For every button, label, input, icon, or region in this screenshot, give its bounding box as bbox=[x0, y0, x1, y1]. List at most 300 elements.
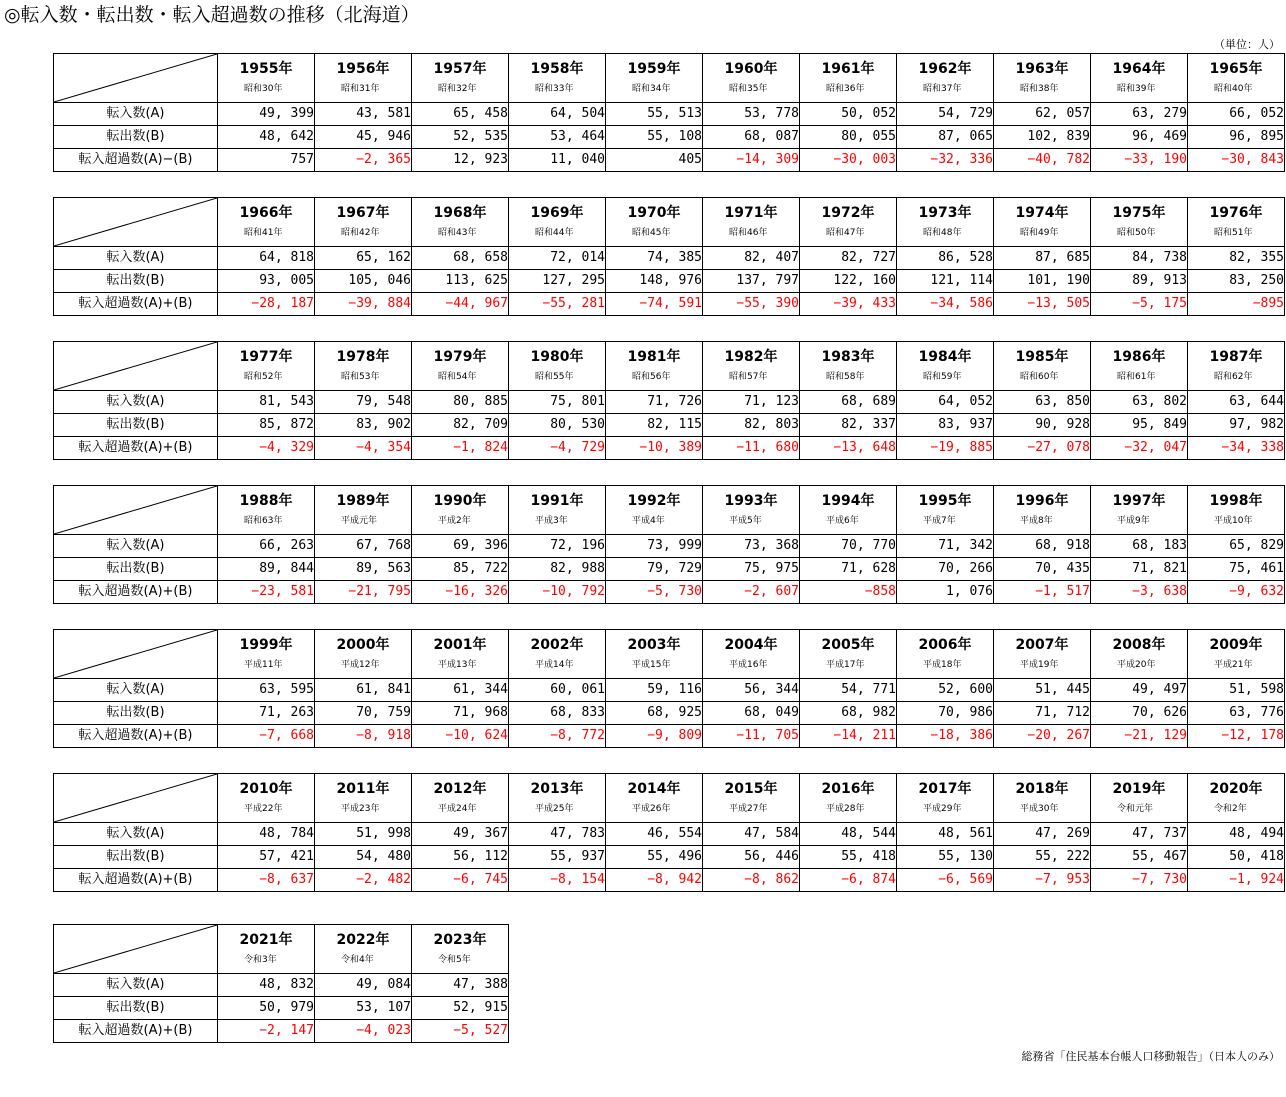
value-cell: 49, 084 bbox=[315, 974, 412, 997]
net-inflow-row bbox=[54, 1020, 509, 1043]
value-cell: 71, 342 bbox=[897, 535, 994, 558]
year-label: 1979年 bbox=[433, 349, 487, 365]
value-cell: −74, 591 bbox=[606, 293, 703, 316]
year-label: 1968年 bbox=[433, 205, 487, 221]
year-header bbox=[994, 630, 1091, 679]
year-label: 2022年 bbox=[336, 932, 390, 948]
row-label: 転入超過数(A)+(B) bbox=[54, 725, 218, 748]
row-label: 転入数(A) bbox=[54, 391, 218, 414]
value-cell: 48, 494 bbox=[1188, 823, 1285, 846]
value-cell: 71, 123 bbox=[703, 391, 800, 414]
value-cell: 75, 461 bbox=[1188, 558, 1285, 581]
page-title: ◎転入数・転出数・転入超過数の推移（北海道） bbox=[4, 4, 420, 26]
value-cell: 62, 057 bbox=[994, 103, 1091, 126]
value-cell: 64, 818 bbox=[218, 247, 315, 270]
inflow-row bbox=[54, 391, 1285, 414]
value-cell: −21, 795 bbox=[315, 581, 412, 604]
net-inflow-row bbox=[54, 149, 1285, 172]
year-label: 1984年 bbox=[918, 349, 972, 365]
year-label: 1958年 bbox=[530, 61, 584, 77]
value-cell: 71, 821 bbox=[1091, 558, 1188, 581]
table-block bbox=[53, 629, 1285, 748]
value-cell: 66, 052 bbox=[1188, 103, 1285, 126]
value-cell: −1, 517 bbox=[994, 581, 1091, 604]
value-cell: 54, 480 bbox=[315, 846, 412, 869]
value-cell: 50, 979 bbox=[218, 997, 315, 1020]
era-label: 令和3年 bbox=[244, 955, 277, 965]
era-label: 昭和48年 bbox=[923, 228, 962, 238]
value-cell: 48, 642 bbox=[218, 126, 315, 149]
era-label: 平成元年 bbox=[341, 516, 378, 526]
year-header bbox=[218, 342, 315, 391]
value-cell: 11, 040 bbox=[509, 149, 606, 172]
value-cell: 97, 982 bbox=[1188, 414, 1285, 437]
era-label: 平成23年 bbox=[341, 804, 380, 814]
year-header bbox=[315, 486, 412, 535]
era-label: 平成3年 bbox=[535, 516, 568, 526]
value-cell: −13, 648 bbox=[800, 437, 897, 460]
year-header bbox=[412, 486, 509, 535]
year-label: 1975年 bbox=[1112, 205, 1166, 221]
value-cell: 68, 982 bbox=[800, 702, 897, 725]
era-label: 昭和46年 bbox=[729, 228, 768, 238]
corner-cell bbox=[54, 54, 218, 103]
year-header bbox=[412, 54, 509, 103]
year-label: 2021年 bbox=[239, 932, 293, 948]
value-cell: 70, 770 bbox=[800, 535, 897, 558]
value-cell: −4, 329 bbox=[218, 437, 315, 460]
value-cell: −9, 809 bbox=[606, 725, 703, 748]
year-header bbox=[994, 774, 1091, 823]
era-label: 昭和52年 bbox=[244, 372, 283, 382]
value-cell: 405 bbox=[606, 149, 703, 172]
value-cell: 82, 803 bbox=[703, 414, 800, 437]
value-cell: 102, 839 bbox=[994, 126, 1091, 149]
value-cell: 63, 279 bbox=[1091, 103, 1188, 126]
era-label: 昭和56年 bbox=[632, 372, 671, 382]
year-label: 2007年 bbox=[1015, 637, 1069, 653]
corner-cell bbox=[54, 774, 218, 823]
header-row bbox=[54, 630, 1285, 679]
row-label: 転出数(B) bbox=[54, 270, 218, 293]
value-cell: −23, 581 bbox=[218, 581, 315, 604]
header-row bbox=[54, 774, 1285, 823]
era-label: 平成27年 bbox=[729, 804, 768, 814]
value-cell: −13, 505 bbox=[994, 293, 1091, 316]
year-header bbox=[1091, 630, 1188, 679]
value-cell: 60, 061 bbox=[509, 679, 606, 702]
value-cell: 68, 087 bbox=[703, 126, 800, 149]
year-header bbox=[218, 54, 315, 103]
year-header bbox=[412, 925, 509, 974]
value-cell: 127, 295 bbox=[509, 270, 606, 293]
era-label: 平成25年 bbox=[535, 804, 574, 814]
value-cell: 63, 802 bbox=[1091, 391, 1188, 414]
year-label: 2010年 bbox=[239, 781, 293, 797]
value-cell: −7, 730 bbox=[1091, 869, 1188, 892]
year-header bbox=[315, 198, 412, 247]
value-cell: 70, 266 bbox=[897, 558, 994, 581]
year-header bbox=[703, 486, 800, 535]
era-label: 昭和33年 bbox=[535, 84, 574, 94]
value-cell: 757 bbox=[218, 149, 315, 172]
year-label: 2011年 bbox=[336, 781, 390, 797]
outflow-row bbox=[54, 126, 1285, 149]
value-cell: −6, 874 bbox=[800, 869, 897, 892]
era-label: 平成30年 bbox=[1020, 804, 1059, 814]
era-label: 平成15年 bbox=[632, 660, 671, 670]
value-cell: 82, 709 bbox=[412, 414, 509, 437]
year-label: 1993年 bbox=[724, 493, 778, 509]
value-cell: 43, 581 bbox=[315, 103, 412, 126]
value-cell: 71, 968 bbox=[412, 702, 509, 725]
year-label: 1967年 bbox=[336, 205, 390, 221]
value-cell: 52, 915 bbox=[412, 997, 509, 1020]
value-cell: 63, 776 bbox=[1188, 702, 1285, 725]
era-label: 平成2年 bbox=[438, 516, 471, 526]
era-label: 平成6年 bbox=[826, 516, 859, 526]
value-cell: −8, 862 bbox=[703, 869, 800, 892]
year-header bbox=[606, 342, 703, 391]
value-cell: 47, 388 bbox=[412, 974, 509, 997]
value-cell: 87, 065 bbox=[897, 126, 994, 149]
value-cell: 80, 055 bbox=[800, 126, 897, 149]
header-row bbox=[54, 486, 1285, 535]
row-label: 転入超過数(A)+(B) bbox=[54, 869, 218, 892]
era-label: 令和4年 bbox=[341, 955, 374, 965]
era-label: 昭和49年 bbox=[1020, 228, 1059, 238]
year-header bbox=[1091, 486, 1188, 535]
year-label: 1972年 bbox=[821, 205, 875, 221]
value-cell: 68, 918 bbox=[994, 535, 1091, 558]
value-cell: 65, 829 bbox=[1188, 535, 1285, 558]
era-label: 昭和58年 bbox=[826, 372, 865, 382]
year-header bbox=[1091, 342, 1188, 391]
year-header bbox=[509, 342, 606, 391]
year-header bbox=[606, 54, 703, 103]
year-header bbox=[315, 774, 412, 823]
year-label: 1974年 bbox=[1015, 205, 1069, 221]
table-block bbox=[53, 924, 509, 1043]
year-label: 1998年 bbox=[1209, 493, 1263, 509]
year-label: 1990年 bbox=[433, 493, 487, 509]
inflow-row bbox=[54, 535, 1285, 558]
era-label: 平成7年 bbox=[923, 516, 956, 526]
unit-label: （単位：人） bbox=[1214, 38, 1280, 51]
year-label: 1970年 bbox=[627, 205, 681, 221]
era-label: 平成29年 bbox=[923, 804, 962, 814]
era-label: 平成16年 bbox=[729, 660, 768, 670]
value-cell: 82, 727 bbox=[800, 247, 897, 270]
era-label: 平成14年 bbox=[535, 660, 574, 670]
row-label: 転入数(A) bbox=[54, 535, 218, 558]
data-table bbox=[53, 341, 1285, 460]
era-label: 昭和57年 bbox=[729, 372, 768, 382]
year-header bbox=[412, 630, 509, 679]
row-label: 転出数(B) bbox=[54, 997, 218, 1020]
year-label: 1987年 bbox=[1209, 349, 1263, 365]
year-header bbox=[994, 54, 1091, 103]
year-label: 2015年 bbox=[724, 781, 778, 797]
value-cell: 49, 497 bbox=[1091, 679, 1188, 702]
era-label: 平成10年 bbox=[1214, 516, 1253, 526]
era-label: 平成18年 bbox=[923, 660, 962, 670]
year-header bbox=[412, 774, 509, 823]
value-cell: −858 bbox=[800, 581, 897, 604]
year-header bbox=[1091, 774, 1188, 823]
year-label: 1980年 bbox=[530, 349, 584, 365]
value-cell: 56, 344 bbox=[703, 679, 800, 702]
value-cell: −32, 336 bbox=[897, 149, 994, 172]
year-label: 1997年 bbox=[1112, 493, 1166, 509]
value-cell: 12, 923 bbox=[412, 149, 509, 172]
value-cell: −4, 023 bbox=[315, 1020, 412, 1043]
value-cell: 56, 112 bbox=[412, 846, 509, 869]
value-cell: 73, 999 bbox=[606, 535, 703, 558]
era-label: 昭和54年 bbox=[438, 372, 477, 382]
year-label: 2023年 bbox=[433, 932, 487, 948]
year-header bbox=[1091, 54, 1188, 103]
year-header bbox=[218, 486, 315, 535]
corner-cell bbox=[54, 925, 218, 974]
year-header bbox=[800, 486, 897, 535]
year-header bbox=[315, 54, 412, 103]
row-label: 転入数(A) bbox=[54, 679, 218, 702]
value-cell: 121, 114 bbox=[897, 270, 994, 293]
value-cell: 63, 850 bbox=[994, 391, 1091, 414]
diagonal-line bbox=[54, 774, 217, 822]
year-header bbox=[218, 925, 315, 974]
year-header bbox=[1188, 342, 1285, 391]
era-label: 令和元年 bbox=[1117, 804, 1154, 814]
value-cell: 73, 368 bbox=[703, 535, 800, 558]
value-cell: 55, 222 bbox=[994, 846, 1091, 869]
outflow-row bbox=[54, 846, 1285, 869]
era-label: 昭和35年 bbox=[729, 84, 768, 94]
year-header bbox=[315, 342, 412, 391]
value-cell: −7, 668 bbox=[218, 725, 315, 748]
value-cell: 50, 052 bbox=[800, 103, 897, 126]
value-cell: 70, 759 bbox=[315, 702, 412, 725]
value-cell: 89, 844 bbox=[218, 558, 315, 581]
value-cell: 52, 535 bbox=[412, 126, 509, 149]
value-cell: −33, 190 bbox=[1091, 149, 1188, 172]
value-cell: 83, 902 bbox=[315, 414, 412, 437]
value-cell: 50, 418 bbox=[1188, 846, 1285, 869]
year-label: 1977年 bbox=[239, 349, 293, 365]
year-header bbox=[315, 925, 412, 974]
value-cell: 47, 783 bbox=[509, 823, 606, 846]
row-label: 転出数(B) bbox=[54, 846, 218, 869]
value-cell: −1, 924 bbox=[1188, 869, 1285, 892]
value-cell: 79, 548 bbox=[315, 391, 412, 414]
value-cell: 51, 445 bbox=[994, 679, 1091, 702]
table-block bbox=[53, 341, 1285, 460]
year-label: 1985年 bbox=[1015, 349, 1069, 365]
value-cell: −55, 281 bbox=[509, 293, 606, 316]
year-label: 2013年 bbox=[530, 781, 584, 797]
era-label: 平成4年 bbox=[632, 516, 665, 526]
year-label: 2001年 bbox=[433, 637, 487, 653]
year-label: 1989年 bbox=[336, 493, 390, 509]
value-cell: 82, 115 bbox=[606, 414, 703, 437]
data-table bbox=[53, 485, 1285, 604]
year-label: 1966年 bbox=[239, 205, 293, 221]
value-cell: −8, 918 bbox=[315, 725, 412, 748]
diagonal-line bbox=[54, 925, 217, 973]
value-cell: 93, 005 bbox=[218, 270, 315, 293]
year-label: 2002年 bbox=[530, 637, 584, 653]
value-cell: 80, 885 bbox=[412, 391, 509, 414]
era-label: 平成22年 bbox=[244, 804, 283, 814]
era-label: 平成26年 bbox=[632, 804, 671, 814]
value-cell: −11, 705 bbox=[703, 725, 800, 748]
value-cell: 68, 183 bbox=[1091, 535, 1188, 558]
year-label: 1982年 bbox=[724, 349, 778, 365]
value-cell: 82, 355 bbox=[1188, 247, 1285, 270]
year-header bbox=[509, 198, 606, 247]
value-cell: 47, 584 bbox=[703, 823, 800, 846]
era-label: 昭和30年 bbox=[244, 84, 283, 94]
year-label: 1986年 bbox=[1112, 349, 1166, 365]
outflow-row bbox=[54, 414, 1285, 437]
value-cell: 113, 625 bbox=[412, 270, 509, 293]
year-header bbox=[218, 198, 315, 247]
value-cell: 55, 513 bbox=[606, 103, 703, 126]
value-cell: 47, 269 bbox=[994, 823, 1091, 846]
value-cell: 67, 768 bbox=[315, 535, 412, 558]
value-cell: −14, 309 bbox=[703, 149, 800, 172]
inflow-row bbox=[54, 823, 1285, 846]
value-cell: −20, 267 bbox=[994, 725, 1091, 748]
year-header bbox=[994, 342, 1091, 391]
value-cell: 75, 801 bbox=[509, 391, 606, 414]
year-header bbox=[800, 54, 897, 103]
year-label: 1988年 bbox=[239, 493, 293, 509]
year-header bbox=[412, 198, 509, 247]
value-cell: 64, 504 bbox=[509, 103, 606, 126]
value-cell: 55, 496 bbox=[606, 846, 703, 869]
year-header bbox=[897, 342, 994, 391]
header-row bbox=[54, 925, 509, 974]
value-cell: −16, 326 bbox=[412, 581, 509, 604]
year-header bbox=[509, 630, 606, 679]
value-cell: 56, 446 bbox=[703, 846, 800, 869]
year-header bbox=[703, 54, 800, 103]
value-cell: −40, 782 bbox=[994, 149, 1091, 172]
value-cell: 82, 407 bbox=[703, 247, 800, 270]
value-cell: 65, 458 bbox=[412, 103, 509, 126]
corner-cell bbox=[54, 198, 218, 247]
value-cell: 122, 160 bbox=[800, 270, 897, 293]
year-label: 1961年 bbox=[821, 61, 875, 77]
table-block bbox=[53, 197, 1285, 316]
header-row bbox=[54, 198, 1285, 247]
inflow-row bbox=[54, 103, 1285, 126]
value-cell: 55, 467 bbox=[1091, 846, 1188, 869]
year-header bbox=[606, 486, 703, 535]
value-cell: −55, 390 bbox=[703, 293, 800, 316]
year-header bbox=[1091, 198, 1188, 247]
era-label: 昭和38年 bbox=[1020, 84, 1059, 94]
table-block bbox=[53, 773, 1285, 892]
era-label: 昭和45年 bbox=[632, 228, 671, 238]
year-label: 2000年 bbox=[336, 637, 390, 653]
value-cell: −39, 433 bbox=[800, 293, 897, 316]
value-cell: −2, 365 bbox=[315, 149, 412, 172]
value-cell: 82, 337 bbox=[800, 414, 897, 437]
value-cell: 69, 396 bbox=[412, 535, 509, 558]
era-label: 平成20年 bbox=[1117, 660, 1156, 670]
corner-cell bbox=[54, 486, 218, 535]
value-cell: 48, 784 bbox=[218, 823, 315, 846]
year-header bbox=[800, 342, 897, 391]
table-block bbox=[53, 53, 1285, 172]
value-cell: 68, 049 bbox=[703, 702, 800, 725]
value-cell: 96, 469 bbox=[1091, 126, 1188, 149]
value-cell: −30, 003 bbox=[800, 149, 897, 172]
value-cell: −10, 792 bbox=[509, 581, 606, 604]
value-cell: 53, 778 bbox=[703, 103, 800, 126]
data-table bbox=[53, 773, 1285, 892]
value-cell: 81, 543 bbox=[218, 391, 315, 414]
value-cell: 53, 107 bbox=[315, 997, 412, 1020]
value-cell: 51, 598 bbox=[1188, 679, 1285, 702]
value-cell: −34, 586 bbox=[897, 293, 994, 316]
value-cell: −32, 047 bbox=[1091, 437, 1188, 460]
value-cell: 54, 729 bbox=[897, 103, 994, 126]
era-label: 昭和63年 bbox=[244, 516, 283, 526]
era-label: 昭和39年 bbox=[1117, 84, 1156, 94]
year-label: 1965年 bbox=[1209, 61, 1263, 77]
year-label: 1978年 bbox=[336, 349, 390, 365]
diagonal-line bbox=[54, 630, 217, 678]
value-cell: 64, 052 bbox=[897, 391, 994, 414]
value-cell: 68, 689 bbox=[800, 391, 897, 414]
net-inflow-row bbox=[54, 437, 1285, 460]
year-label: 2017年 bbox=[918, 781, 972, 797]
value-cell: 48, 544 bbox=[800, 823, 897, 846]
value-cell: −6, 745 bbox=[412, 869, 509, 892]
year-header bbox=[897, 774, 994, 823]
value-cell: −10, 624 bbox=[412, 725, 509, 748]
era-label: 平成5年 bbox=[729, 516, 762, 526]
value-cell: 80, 530 bbox=[509, 414, 606, 437]
year-label: 1999年 bbox=[239, 637, 293, 653]
value-cell: −34, 338 bbox=[1188, 437, 1285, 460]
value-cell: −2, 147 bbox=[218, 1020, 315, 1043]
era-label: 令和2年 bbox=[1214, 804, 1247, 814]
year-label: 2008年 bbox=[1112, 637, 1166, 653]
era-label: 平成28年 bbox=[826, 804, 865, 814]
value-cell: 70, 986 bbox=[897, 702, 994, 725]
value-cell: −5, 730 bbox=[606, 581, 703, 604]
inflow-row bbox=[54, 974, 509, 997]
value-cell: 79, 729 bbox=[606, 558, 703, 581]
outflow-row bbox=[54, 997, 509, 1020]
year-header bbox=[606, 198, 703, 247]
value-cell: 89, 913 bbox=[1091, 270, 1188, 293]
year-label: 1973年 bbox=[918, 205, 972, 221]
row-label: 転出数(B) bbox=[54, 558, 218, 581]
value-cell: 71, 712 bbox=[994, 702, 1091, 725]
year-label: 1969年 bbox=[530, 205, 584, 221]
year-header bbox=[509, 54, 606, 103]
value-cell: 1, 076 bbox=[897, 581, 994, 604]
value-cell: 101, 190 bbox=[994, 270, 1091, 293]
era-label: 平成8年 bbox=[1020, 516, 1053, 526]
value-cell: −28, 187 bbox=[218, 293, 315, 316]
